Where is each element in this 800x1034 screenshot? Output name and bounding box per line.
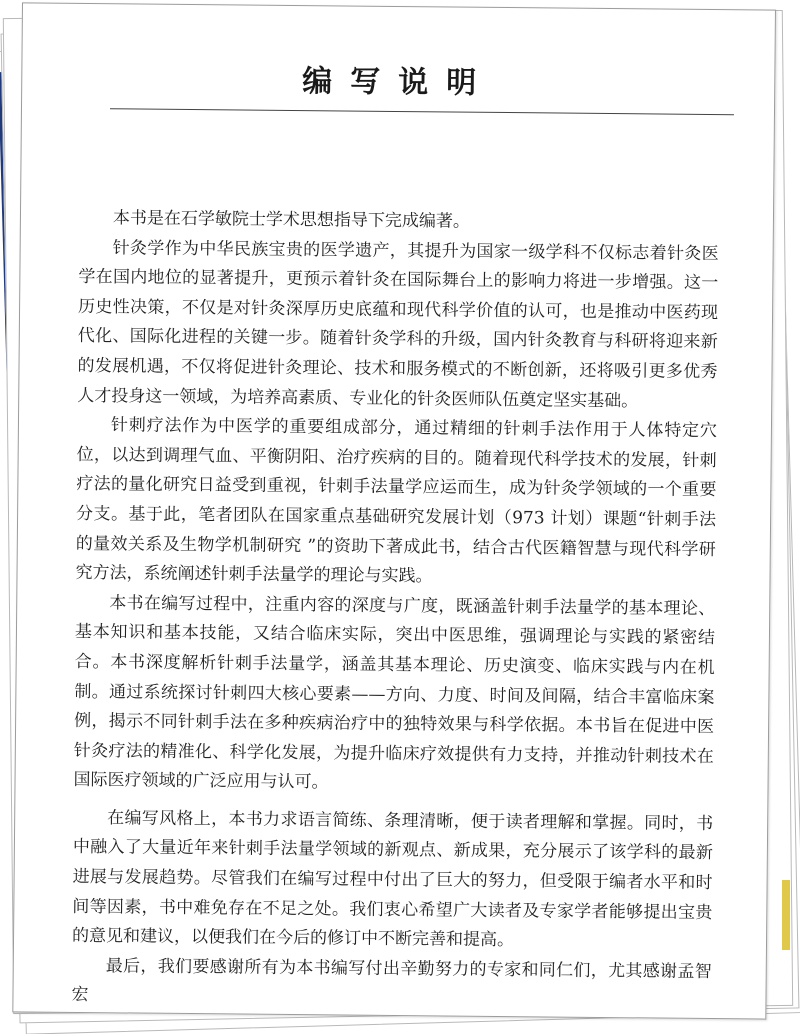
body-text (71, 204, 719, 1017)
paragraph-1: 本书是在石学敏院士学术思想指导下完成编著。 (112, 208, 471, 232)
paragraph-2: 针灸学作为中华民族宝贵的医学遗产，其提升为国家一级学科不仅标志着针灸医学在国内地位的显著提升，更预示着针灸在国际舞台上的影响力将进一步增强。这一历史性决策，不仅是对针灸深厚历史底蕴和现代科学价值的认可，也是推动中医药现代化、国际化进程的关键一步。随着针灸学科的升级，国内针灸教育与科研将迎来新的发展机遇，不仅将促进针灸理论、技术和服务模式的不断创新，还将吸引更多优秀人才投身这一领域，为培养高素质、专业化的针灸医师队伍奠定坚实基础。 (77, 237, 719, 411)
paragraph-4: 本书在编写过程中，注重内容的深度与广度，既涵盖针刺手法量学的基本理论、基本知识和基本技能，又结合临床实际，突出中医思维，强调理论与实践的紧密结合。本书深度解析针刺手法量学，涵盖其基本理论、历史演变、临床实践与内在机制。通过系统探讨针刺四大核心要素——方向、力度、时间及间隔，结合丰富临床案例，揭示不同针刺手法在多种疾病治疗中的独特效果与科学依据。本书旨在促进中医针灸疗法的精准化、科学化发展，为提升临床疗效提供有力支持，并推动针刺技术在国际医疗领域的广泛应用与认可。 (73, 592, 716, 793)
title-divider (110, 108, 734, 115)
cover-edge-yellow (782, 880, 790, 950)
paragraph-3: 针刺疗法作为中医学的重要组成部分，通过精细的针刺手法作用于人体特定穴位，以达到调理气血、平衡阴阳、治疗疾病的目的。随着现代科学技术的发展，针刺疗法的量化研究日益受到重视，针刺手法量学应运而生，成为针灸学领域的一个重要分支。基于此，笔者团队在国家重点基础研究发展计划（973 计划）课题“针刺手法的量效关系及生物学机制研究 ”的资助下著成此书，结合古代医籍智慧与现代科学研究方法，系统阐述针刺手法量学的理论与实践。 (75, 415, 718, 587)
page-title: 编写说明 (302, 64, 495, 101)
document-page (12, 2, 776, 1019)
paragraph-5: 在编写风格上，本书力求语言简练、条理清晰，便于读者理解和掌握。同时，书中融入了大量近年来针刺手法量学领域的新观点、新成果，充分展示了该学科的最新进展与发展趋势。尽管我们在编写过程中付出了巨大的努力，但受限于编者水平和时间等因素，书中难免存在不足之处。我们衷心希望广大读者及专家学者能够提出宝贵的意见和建议，以便我们在今后的修订中不断完善和提高。 (71, 808, 714, 951)
paragraph-6: 最后，我们要感谢所有为本书编写付出辛勤努力的专家和同仁们，尤其感谢孟智宏 (71, 956, 712, 1006)
